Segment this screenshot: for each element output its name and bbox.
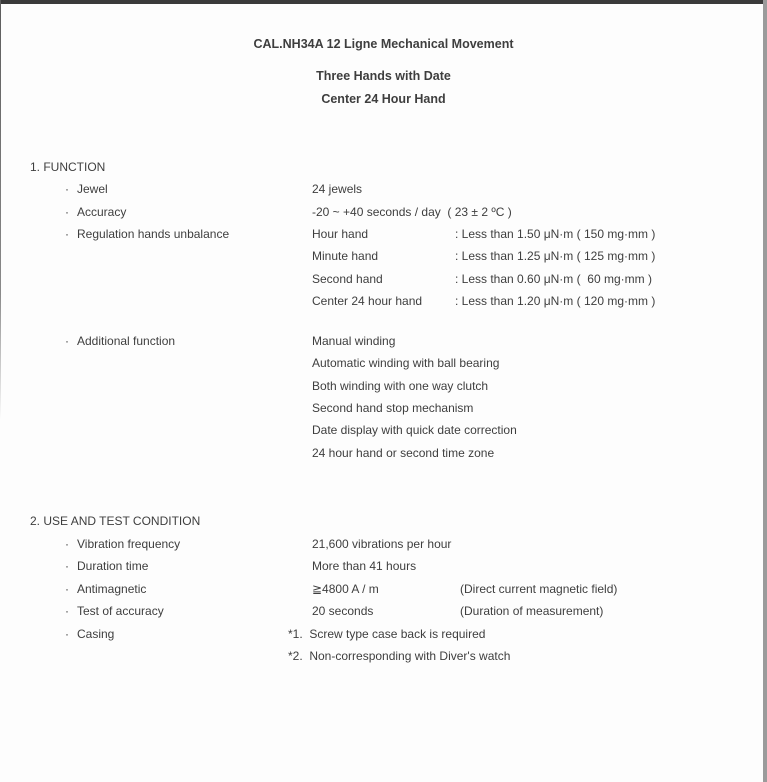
bullet-dot-icon: · — [65, 182, 69, 197]
spec-values — [312, 330, 767, 464]
spec-row — [0, 330, 767, 464]
spec-value: *2. Non-corresponding with Diver's watch — [288, 648, 511, 663]
spec-row — [0, 223, 767, 313]
spec-value: Hour hand — [312, 227, 369, 242]
spec-values — [312, 555, 767, 577]
spec-label-text: Jewel — [77, 182, 108, 197]
spec-label — [65, 600, 312, 622]
spec-value-line — [312, 600, 767, 622]
spec-label — [65, 623, 312, 645]
bullet-dot-icon: · — [65, 581, 69, 596]
spec-value: Center 24 hour hand — [312, 294, 423, 309]
spec-value-line — [312, 375, 767, 397]
spec-value-line — [312, 533, 767, 555]
spec-row — [0, 623, 767, 668]
spec-row — [0, 600, 767, 622]
spec-value: 21,600 vibrations per hour — [312, 536, 452, 551]
bullet-dot-icon: · — [65, 227, 69, 242]
spec-row — [0, 578, 767, 600]
section-2 — [0, 510, 767, 667]
spec-label-text: Casing — [77, 626, 115, 641]
spec-label-text: Duration time — [77, 559, 149, 574]
spec-value-line — [288, 645, 767, 667]
scan-edge-left — [0, 0, 1, 420]
spec-value: *1. Screw type case back is required — [288, 626, 486, 641]
spec-value-line — [312, 397, 767, 419]
spec-value: Both winding with one way clutch — [312, 378, 489, 393]
spec-values — [312, 600, 767, 622]
bullet-dot-icon: · — [65, 604, 69, 619]
spec-value: Second hand — [312, 271, 383, 286]
spec-sections — [0, 156, 767, 668]
spec-value-detail: (Direct current magnetic field) — [460, 581, 618, 596]
spec-value-line — [312, 178, 767, 200]
spec-row — [0, 555, 767, 577]
spec-label-text: Test of accuracy — [77, 604, 164, 619]
spec-values — [312, 178, 767, 200]
spec-values — [312, 201, 767, 223]
spec-label — [65, 533, 312, 555]
section-1 — [0, 156, 767, 464]
spec-row — [0, 201, 767, 223]
spec-value-detail: : Less than 1.25 μN·m ( 125 mg·mm ) — [455, 249, 656, 264]
bullet-dot-icon: · — [65, 204, 69, 219]
spec-label-text: Vibration frequency — [77, 536, 181, 551]
spec-value: Automatic winding with ball bearing — [312, 356, 500, 371]
spec-values — [288, 623, 767, 668]
spec-label-text: Regulation hands unbalance — [77, 227, 230, 242]
scan-edge-top — [0, 0, 767, 4]
document-subtitle-2: Center 24 Hour Hand — [321, 91, 446, 106]
spec-value-line — [312, 290, 767, 312]
spec-value: Minute hand — [312, 249, 379, 264]
spec-value-line — [312, 245, 767, 267]
document-title: CAL.NH34A 12 Ligne Mechanical Movement — [253, 37, 514, 51]
spec-value-detail: (Duration of measurement) — [460, 604, 604, 619]
spec-value: ≧4800 A / m — [312, 581, 379, 596]
spec-label — [65, 555, 312, 577]
bullet-dot-icon: · — [65, 333, 69, 348]
spec-value-line — [312, 201, 767, 223]
spec-value-line — [312, 419, 767, 441]
spec-value-detail: : Less than 1.20 μN·m ( 120 mg·mm ) — [455, 294, 656, 309]
spec-value-line — [312, 330, 767, 352]
bullet-dot-icon: · — [65, 559, 69, 574]
section-heading: 2. USE AND TEST CONDITION — [30, 514, 201, 529]
spec-label — [65, 330, 312, 352]
spec-row — [0, 533, 767, 555]
spec-value: Date display with quick date correction — [312, 423, 517, 438]
spec-value-line — [312, 578, 767, 600]
bullet-dot-icon: · — [65, 626, 69, 641]
spec-value-line — [288, 623, 767, 645]
spec-label-text: Additional function — [77, 333, 176, 348]
spec-value: More than 41 hours — [312, 559, 417, 574]
spec-values — [312, 223, 767, 313]
document-subtitle-1: Three Hands with Date — [316, 69, 451, 84]
spec-value: 24 hour hand or second time zone — [312, 445, 495, 460]
spec-label — [65, 223, 312, 245]
bullet-dot-icon: · — [65, 536, 69, 551]
spec-label-text: Antimagnetic — [77, 581, 147, 596]
spec-value: 24 jewels — [312, 182, 363, 197]
spec-label — [65, 178, 312, 200]
spec-label-text: Accuracy — [77, 204, 127, 219]
spec-value-line — [312, 555, 767, 577]
spec-value-line — [312, 352, 767, 374]
spec-value-detail: : Less than 0.60 μN·m ( 60 mg·mm ) — [455, 271, 652, 286]
spec-value-line — [312, 223, 767, 245]
spec-label — [65, 201, 312, 223]
scan-edge-right — [763, 0, 767, 782]
spec-value: -20 ~ +40 seconds / day ( 23 ± 2 ºC ) — [312, 204, 512, 219]
spec-value: Manual winding — [312, 333, 396, 348]
document-title-block — [0, 0, 767, 110]
spec-value-line — [312, 268, 767, 290]
spec-value-line — [312, 442, 767, 464]
spec-values — [312, 533, 767, 555]
spec-row — [0, 178, 767, 200]
spec-label — [65, 578, 312, 600]
spec-value-detail: : Less than 1.50 μN·m ( 150 mg·mm ) — [455, 227, 656, 242]
spec-value: 20 seconds — [312, 604, 374, 619]
spec-value: Second hand stop mechanism — [312, 401, 474, 416]
section-heading: 1. FUNCTION — [30, 159, 106, 174]
spec-values — [312, 578, 767, 600]
